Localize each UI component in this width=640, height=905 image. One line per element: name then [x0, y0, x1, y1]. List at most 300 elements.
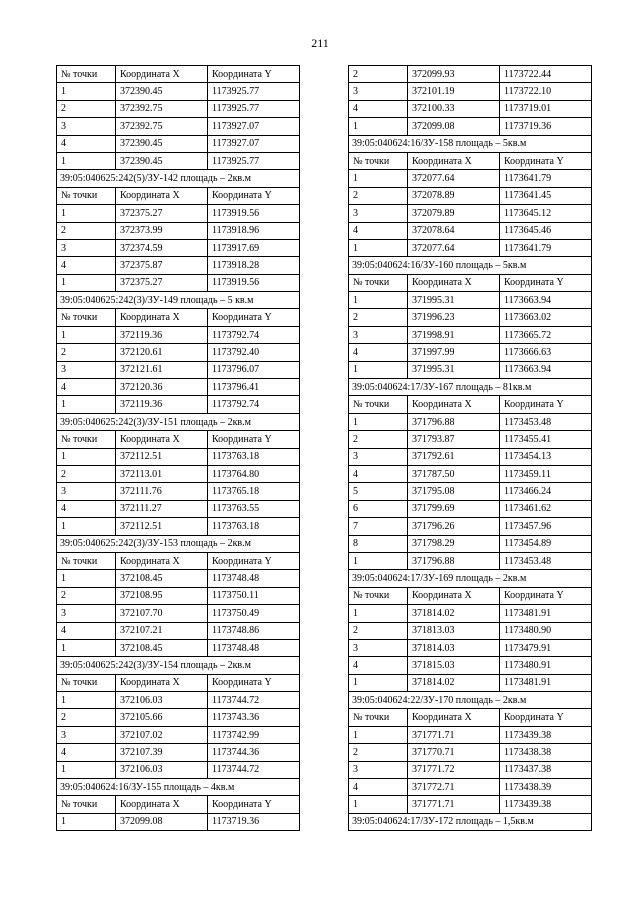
coordinate-y-cell: 1173744.36	[208, 744, 300, 761]
coordinate-y-cell: 1173663.94	[500, 292, 592, 309]
table-header-row	[57, 796, 300, 813]
point-number-cell: 1	[349, 413, 408, 430]
coordinate-x-cell: 372120.61	[116, 344, 208, 361]
coordinate-x-cell: 372390.45	[116, 135, 208, 152]
table-row	[349, 292, 592, 309]
coordinate-y-cell: 1173645.46	[500, 222, 592, 239]
table-row	[57, 744, 300, 761]
header-coordinate-y: Координата Y	[500, 709, 592, 726]
coordinate-x-cell: 371798.29	[408, 535, 500, 552]
coordinate-y-cell: 1173665.72	[500, 326, 592, 343]
point-number-cell: 3	[349, 83, 408, 100]
point-number-cell: 2	[349, 66, 408, 83]
table-row	[57, 239, 300, 256]
coordinate-x-cell: 372078.64	[408, 222, 500, 239]
header-point-number: № точки	[57, 187, 116, 204]
point-number-cell: 1	[57, 326, 116, 343]
parcel-caption: 39:05:040625:242(5)/ЗУ-142 площадь – 2кв.м	[57, 170, 300, 187]
point-number-cell: 3	[57, 118, 116, 135]
table-row	[349, 639, 592, 656]
header-point-number: № точки	[57, 674, 116, 691]
table-row	[57, 483, 300, 500]
coordinate-y-cell: 1173742.99	[208, 726, 300, 743]
coordinate-y-cell: 1173764.80	[208, 465, 300, 482]
header-coordinate-x: Координата X	[116, 552, 208, 569]
coordinate-x-cell: 371814.02	[408, 605, 500, 622]
point-number-cell: 8	[349, 535, 408, 552]
page-number: 211	[311, 36, 329, 50]
table-row	[349, 674, 592, 691]
coordinate-x-cell: 372106.03	[116, 761, 208, 778]
coordinate-x-cell: 372390.45	[116, 152, 208, 169]
point-number-cell: 1	[57, 152, 116, 169]
parcel-caption: 39:05:040624:22/ЗУ-170 площадь – 2кв.м	[349, 692, 592, 709]
table-row	[57, 326, 300, 343]
point-number-cell: 2	[349, 431, 408, 448]
coordinate-x-cell: 371795.08	[408, 483, 500, 500]
coordinate-x-cell: 372101.19	[408, 83, 500, 100]
point-number-cell: 1	[349, 292, 408, 309]
table-row	[57, 709, 300, 726]
coordinate-y-cell: 1173455.41	[500, 431, 592, 448]
coordinate-y-cell: 1173461.62	[500, 500, 592, 517]
point-number-cell: 1	[57, 205, 116, 222]
coordinate-y-cell: 1173750.11	[208, 587, 300, 604]
parcel-caption: 39:05:040624:16/ЗУ-155 площадь – 4кв.м	[57, 779, 300, 796]
coordinate-x-cell: 372099.93	[408, 66, 500, 83]
coordinate-y-cell: 1173792.74	[208, 326, 300, 343]
point-number-cell: 3	[349, 326, 408, 343]
coordinate-x-cell: 372107.39	[116, 744, 208, 761]
table-row	[57, 118, 300, 135]
point-number-cell: 1	[57, 761, 116, 778]
table-row	[57, 152, 300, 169]
table-header-row	[57, 309, 300, 326]
coordinate-x-cell: 371997.99	[408, 344, 500, 361]
parcel-caption: 39:05:040624:16/ЗУ-158 площадь – 5кв.м	[349, 135, 592, 152]
coordinate-y-cell: 1173641.79	[500, 170, 592, 187]
table-row	[57, 518, 300, 535]
point-number-cell: 2	[57, 587, 116, 604]
table-header-row	[57, 552, 300, 569]
table-row	[349, 465, 592, 482]
point-number-cell: 4	[349, 100, 408, 117]
coordinate-x-cell: 372374.59	[116, 239, 208, 256]
point-number-cell: 2	[57, 100, 116, 117]
point-number-cell: 4	[349, 222, 408, 239]
table-row	[349, 361, 592, 378]
coordinate-x-cell: 371796.88	[408, 552, 500, 569]
header-point-number: № точки	[57, 796, 116, 813]
table-row	[349, 518, 592, 535]
coordinate-x-cell: 372108.45	[116, 639, 208, 656]
table-row	[57, 570, 300, 587]
point-number-cell: 2	[57, 465, 116, 482]
header-point-number: № точки	[349, 152, 408, 169]
parcel-caption: 39:05:040625:242(3)/ЗУ-151 площадь – 2кв.м	[57, 413, 300, 430]
coordinate-x-cell: 372078.89	[408, 187, 500, 204]
table-row	[349, 761, 592, 778]
table-header-row	[57, 66, 300, 83]
table-header-row	[349, 274, 592, 291]
table-row	[57, 344, 300, 361]
table-row	[349, 431, 592, 448]
coordinate-y-cell: 1173663.94	[500, 361, 592, 378]
coordinate-x-cell: 371771.72	[408, 761, 500, 778]
coordinate-y-cell: 1173925.77	[208, 100, 300, 117]
point-number-cell: 4	[57, 257, 116, 274]
header-coordinate-x: Координата X	[116, 674, 208, 691]
coordinate-x-cell: 371793.87	[408, 431, 500, 448]
table-header-row	[349, 587, 592, 604]
parcel-caption: 39:05:040625:242(3)/ЗУ-149 площадь – 5 кв.м	[57, 292, 300, 309]
coordinate-x-cell: 371796.88	[408, 413, 500, 430]
coordinate-y-cell: 1173645.12	[500, 205, 592, 222]
point-number-cell: 2	[57, 709, 116, 726]
coordinate-x-cell: 372099.08	[408, 118, 500, 135]
table-row	[57, 379, 300, 396]
header-coordinate-x: Координата X	[408, 152, 500, 169]
coordinate-x-cell: 372112.51	[116, 448, 208, 465]
point-number-cell: 3	[349, 448, 408, 465]
point-number-cell: 3	[349, 205, 408, 222]
coordinate-x-cell: 372111.76	[116, 483, 208, 500]
table-row	[349, 66, 592, 83]
coordinate-y-cell: 1173918.28	[208, 257, 300, 274]
coordinate-x-cell: 372077.64	[408, 170, 500, 187]
header-coordinate-x: Координата X	[116, 187, 208, 204]
table-row	[57, 605, 300, 622]
coordinate-x-cell: 372107.70	[116, 605, 208, 622]
coordinate-y-cell: 1173927.07	[208, 135, 300, 152]
header-point-number: № точки	[349, 274, 408, 291]
table-row	[57, 135, 300, 152]
coordinate-x-cell: 372113.01	[116, 465, 208, 482]
table-row	[349, 239, 592, 256]
table-row	[57, 361, 300, 378]
coordinate-y-cell: 1173722.10	[500, 83, 592, 100]
header-point-number: № точки	[349, 709, 408, 726]
table-row	[349, 448, 592, 465]
parcel-caption-row	[57, 170, 300, 187]
coordinate-y-cell: 1173663.02	[500, 309, 592, 326]
coordinate-x-cell: 372107.02	[116, 726, 208, 743]
coordinate-y-cell: 1173453.48	[500, 552, 592, 569]
coordinate-y-cell: 1173719.01	[500, 100, 592, 117]
table-row	[349, 100, 592, 117]
coordinate-x-cell: 371815.03	[408, 657, 500, 674]
header-point-number: № точки	[57, 66, 116, 83]
coordinate-x-cell: 372121.61	[116, 361, 208, 378]
header-coordinate-y: Координата Y	[208, 66, 300, 83]
table-row	[57, 813, 300, 830]
table-row	[349, 344, 592, 361]
table-row	[349, 779, 592, 796]
point-number-cell: 1	[57, 813, 116, 830]
coordinate-x-cell: 372375.87	[116, 257, 208, 274]
coordinate-y-cell: 1173481.91	[500, 674, 592, 691]
coordinate-y-cell: 1173925.77	[208, 152, 300, 169]
table-row	[349, 535, 592, 552]
table-row	[349, 309, 592, 326]
coordinate-y-cell: 1173927.07	[208, 118, 300, 135]
table-row	[349, 170, 592, 187]
coordinate-x-cell: 371799.69	[408, 500, 500, 517]
parcel-caption: 39:05:040624:17/ЗУ-169 площадь – 2кв.м	[349, 570, 592, 587]
table-row	[349, 118, 592, 135]
table-row	[349, 796, 592, 813]
header-coordinate-y: Координата Y	[500, 396, 592, 413]
header-coordinate-y: Координата Y	[500, 587, 592, 604]
table-row	[57, 761, 300, 778]
coordinate-x-cell: 372105.66	[116, 709, 208, 726]
coordinate-x-cell: 371996.23	[408, 309, 500, 326]
coordinate-y-cell: 1173792.40	[208, 344, 300, 361]
table-row	[349, 657, 592, 674]
point-number-cell: 1	[349, 674, 408, 691]
table-row	[349, 552, 592, 569]
header-coordinate-y: Координата Y	[208, 674, 300, 691]
header-coordinate-y: Координата Y	[500, 274, 592, 291]
parcel-caption: 39:05:040625:242(3)/ЗУ-154 площадь – 2кв.м	[57, 657, 300, 674]
parcel-caption-row	[349, 135, 592, 152]
point-number-cell: 1	[57, 639, 116, 656]
coordinate-y-cell: 1173796.41	[208, 379, 300, 396]
coordinate-x-cell: 371770.71	[408, 744, 500, 761]
parcel-caption-row	[57, 413, 300, 430]
coordinate-y-cell: 1173479.91	[500, 639, 592, 656]
table-row	[57, 622, 300, 639]
parcel-caption-row	[57, 535, 300, 552]
coordinate-x-cell: 372375.27	[116, 274, 208, 291]
point-number-cell: 3	[57, 239, 116, 256]
point-number-cell: 1	[57, 518, 116, 535]
coordinate-x-cell: 371813.03	[408, 622, 500, 639]
point-number-cell: 1	[57, 570, 116, 587]
coordinate-y-cell: 1173439.38	[500, 796, 592, 813]
coordinate-x-cell: 372099.08	[116, 813, 208, 830]
coordinate-y-cell: 1173719.36	[208, 813, 300, 830]
table-row	[57, 257, 300, 274]
table-row	[349, 83, 592, 100]
coordinate-y-cell: 1173666.63	[500, 344, 592, 361]
table-row	[57, 100, 300, 117]
table-row	[349, 413, 592, 430]
table-header-row	[57, 674, 300, 691]
coordinate-y-cell: 1173763.18	[208, 518, 300, 535]
coordinate-x-cell: 371995.31	[408, 292, 500, 309]
coordinate-x-cell: 371998.91	[408, 326, 500, 343]
parcel-caption-row	[349, 379, 592, 396]
point-number-cell: 4	[57, 379, 116, 396]
coordinate-x-cell: 372107.21	[116, 622, 208, 639]
point-number-cell: 4	[349, 657, 408, 674]
point-number-cell: 3	[57, 726, 116, 743]
table-row	[349, 605, 592, 622]
table-row	[349, 222, 592, 239]
coordinate-x-cell: 372392.75	[116, 118, 208, 135]
header-coordinate-y: Координата Y	[208, 796, 300, 813]
coordinate-y-cell: 1173439.38	[500, 726, 592, 743]
header-coordinate-y: Координата Y	[208, 431, 300, 448]
coordinate-x-cell: 372079.89	[408, 205, 500, 222]
parcel-caption-row	[349, 813, 592, 830]
right-coordinates-column	[348, 65, 591, 831]
parcel-caption: 39:05:040624:17/ЗУ-172 площадь – 1,5кв.м	[349, 813, 592, 830]
coordinate-x-cell: 372373.99	[116, 222, 208, 239]
header-coordinate-x: Координата X	[408, 587, 500, 604]
coordinate-x-cell: 372390.45	[116, 83, 208, 100]
coordinate-x-cell: 372112.51	[116, 518, 208, 535]
coordinate-y-cell: 1173919.56	[208, 205, 300, 222]
parcel-caption-row	[349, 692, 592, 709]
header-point-number: № точки	[57, 552, 116, 569]
parcel-caption: 39:05:040624:17/ЗУ-167 площадь – 81кв.м	[349, 379, 592, 396]
coordinate-x-cell: 371792.61	[408, 448, 500, 465]
coordinate-y-cell: 1173722.44	[500, 66, 592, 83]
point-number-cell: 1	[349, 552, 408, 569]
coordinate-y-cell: 1173765.18	[208, 483, 300, 500]
point-number-cell: 3	[57, 361, 116, 378]
coordinate-x-cell: 371771.71	[408, 796, 500, 813]
point-number-cell: 2	[57, 222, 116, 239]
table-row	[57, 692, 300, 709]
coordinate-y-cell: 1173457.96	[500, 518, 592, 535]
point-number-cell: 2	[349, 309, 408, 326]
point-number-cell: 2	[349, 744, 408, 761]
coordinate-y-cell: 1173750.49	[208, 605, 300, 622]
header-coordinate-x: Координата X	[116, 66, 208, 83]
point-number-cell: 2	[57, 344, 116, 361]
coordinate-y-cell: 1173748.48	[208, 639, 300, 656]
coordinate-y-cell: 1173481.91	[500, 605, 592, 622]
point-number-cell: 1	[57, 692, 116, 709]
table-row	[57, 222, 300, 239]
table-row	[349, 622, 592, 639]
coordinate-y-cell: 1173925.77	[208, 83, 300, 100]
coordinate-x-cell: 372108.95	[116, 587, 208, 604]
table-header-row	[349, 709, 592, 726]
point-number-cell: 4	[57, 135, 116, 152]
table-row	[349, 744, 592, 761]
parcel-caption-row	[349, 257, 592, 274]
coordinate-x-cell: 371796.26	[408, 518, 500, 535]
coordinate-x-cell: 372375.27	[116, 205, 208, 222]
coordinate-y-cell: 1173641.45	[500, 187, 592, 204]
coordinate-x-cell: 372077.64	[408, 239, 500, 256]
point-number-cell: 1	[57, 83, 116, 100]
point-number-cell: 4	[57, 500, 116, 517]
coordinate-x-cell: 372111.27	[116, 500, 208, 517]
header-coordinate-y: Координата Y	[208, 552, 300, 569]
table-row	[57, 639, 300, 656]
coordinate-y-cell: 1173763.18	[208, 448, 300, 465]
coordinate-y-cell: 1173480.90	[500, 622, 592, 639]
table-row	[57, 448, 300, 465]
table-header-row	[57, 187, 300, 204]
parcel-caption: 39:05:040625:242(3)/ЗУ-153 площадь – 2кв.м	[57, 535, 300, 552]
coordinate-y-cell: 1173641.79	[500, 239, 592, 256]
coordinate-x-cell: 371772.71	[408, 779, 500, 796]
header-point-number: № точки	[349, 396, 408, 413]
table-row	[57, 726, 300, 743]
point-number-cell: 2	[349, 187, 408, 204]
point-number-cell: 5	[349, 483, 408, 500]
coordinate-x-cell: 371787.50	[408, 465, 500, 482]
point-number-cell: 4	[349, 344, 408, 361]
point-number-cell: 6	[349, 500, 408, 517]
coordinate-y-cell: 1173453.48	[500, 413, 592, 430]
table-row	[349, 187, 592, 204]
header-coordinate-x: Координата X	[116, 796, 208, 813]
table-row	[349, 483, 592, 500]
coordinate-y-cell: 1173748.86	[208, 622, 300, 639]
point-number-cell: 3	[349, 639, 408, 656]
coordinate-y-cell: 1173743.36	[208, 709, 300, 726]
parcel-caption-row	[349, 570, 592, 587]
header-coordinate-y: Координата Y	[500, 152, 592, 169]
header-coordinate-x: Координата X	[116, 309, 208, 326]
coordinate-x-cell: 372108.45	[116, 570, 208, 587]
point-number-cell: 4	[349, 779, 408, 796]
coordinate-y-cell: 1173744.72	[208, 692, 300, 709]
point-number-cell: 1	[57, 396, 116, 413]
table-row	[57, 500, 300, 517]
coordinate-x-cell: 372100.33	[408, 100, 500, 117]
header-coordinate-x: Координата X	[408, 709, 500, 726]
point-number-cell: 1	[349, 796, 408, 813]
parcel-caption: 39:05:040624:16/ЗУ-160 площадь – 5кв.м	[349, 257, 592, 274]
header-coordinate-x: Координата X	[408, 274, 500, 291]
point-number-cell: 1	[349, 361, 408, 378]
point-number-cell: 3	[349, 761, 408, 778]
coordinate-y-cell: 1173748.48	[208, 570, 300, 587]
coordinate-x-cell: 371814.02	[408, 674, 500, 691]
coordinate-y-cell: 1173438.39	[500, 779, 592, 796]
coordinate-y-cell: 1173763.55	[208, 500, 300, 517]
coordinate-x-cell: 372392.75	[116, 100, 208, 117]
coordinate-x-cell: 372119.36	[116, 396, 208, 413]
coordinate-y-cell: 1173459.11	[500, 465, 592, 482]
point-number-cell: 1	[57, 274, 116, 291]
coordinate-x-cell: 372106.03	[116, 692, 208, 709]
table-row	[57, 83, 300, 100]
point-number-cell: 1	[349, 239, 408, 256]
coordinate-y-cell: 1173437.38	[500, 761, 592, 778]
coordinate-x-cell: 371771.71	[408, 726, 500, 743]
parcel-caption-row	[57, 292, 300, 309]
header-point-number: № точки	[349, 587, 408, 604]
table-row	[349, 500, 592, 517]
coordinate-y-cell: 1173719.36	[500, 118, 592, 135]
table-row	[57, 396, 300, 413]
coordinate-y-cell: 1173744.72	[208, 761, 300, 778]
header-point-number: № точки	[57, 431, 116, 448]
point-number-cell: 1	[57, 448, 116, 465]
coordinate-x-cell: 372120.36	[116, 379, 208, 396]
point-number-cell: 3	[57, 605, 116, 622]
coordinate-y-cell: 1173454.13	[500, 448, 592, 465]
point-number-cell: 1	[349, 170, 408, 187]
coordinate-y-cell: 1173796.07	[208, 361, 300, 378]
table-header-row	[57, 431, 300, 448]
coordinate-y-cell: 1173466.24	[500, 483, 592, 500]
coordinate-x-cell: 371995.31	[408, 361, 500, 378]
point-number-cell: 1	[349, 118, 408, 135]
parcel-caption-row	[57, 657, 300, 674]
table-header-row	[349, 152, 592, 169]
header-coordinate-x: Координата X	[116, 431, 208, 448]
